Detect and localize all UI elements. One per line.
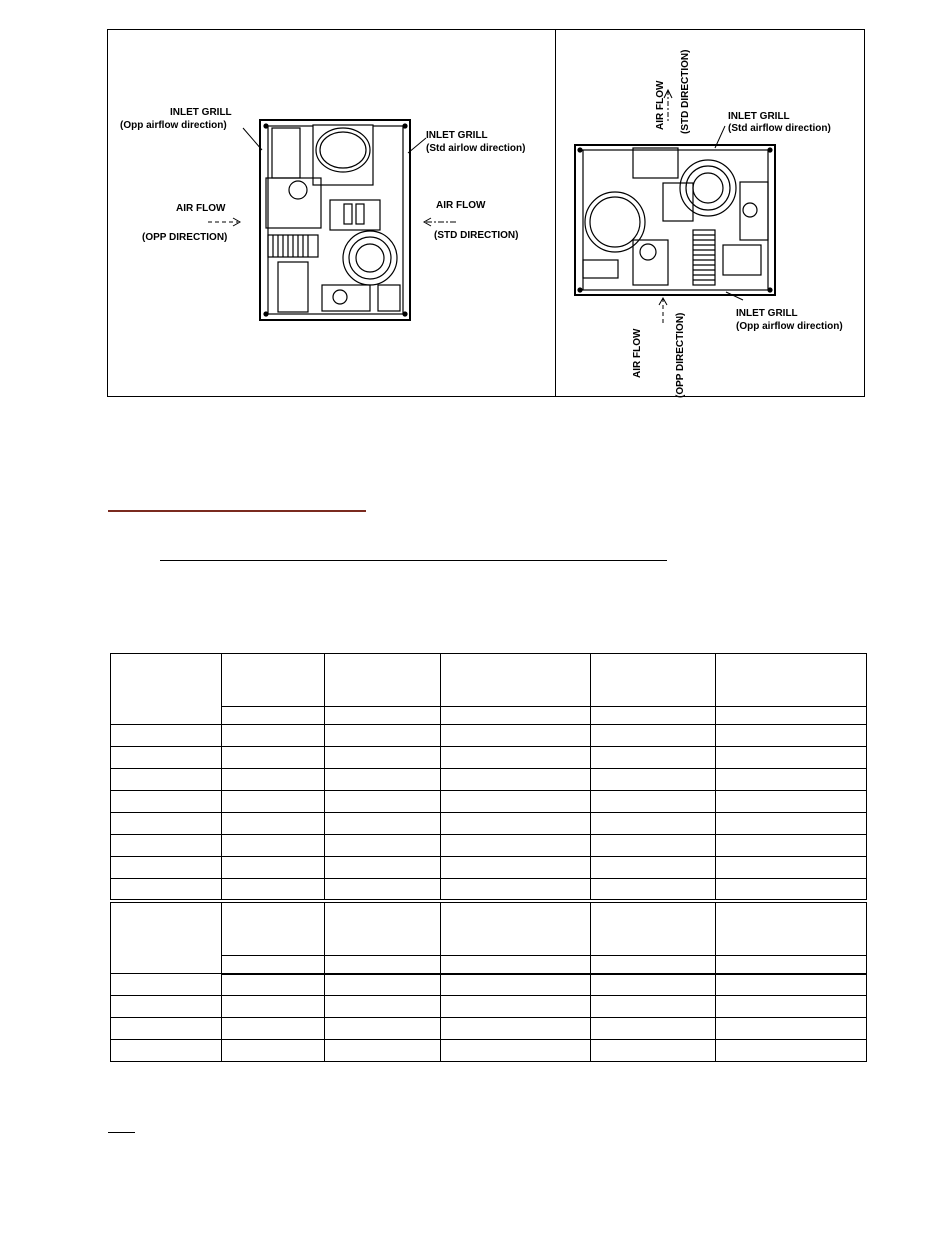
table-header-cell [716, 901, 867, 956]
table-row [111, 725, 867, 747]
table-cell [222, 956, 325, 974]
left-inlet-grill-std: INLET GRILL [426, 130, 488, 141]
table-cell [591, 707, 716, 725]
table-cell [222, 707, 325, 725]
table-cell [716, 707, 867, 725]
left-air-flow-std: AIR FLOW [436, 200, 486, 211]
table-header-cell [441, 901, 591, 956]
left-opp-direction: (OPP DIRECTION) [142, 232, 228, 243]
table-header-row-2 [111, 901, 867, 956]
right-air-flow-top: AIR FLOW [655, 80, 666, 130]
table-row [111, 857, 867, 879]
airflow-figure [107, 29, 865, 397]
table-subheader-row-2 [111, 956, 867, 974]
table-row [111, 747, 867, 769]
left-inlet-grill-opp: INLET GRILL [170, 107, 232, 118]
table-header-cell [222, 654, 325, 707]
spec-table [110, 653, 867, 1062]
right-unit-drawing [575, 145, 775, 295]
table-header-cell [441, 654, 591, 707]
table-row [111, 835, 867, 857]
table-row [111, 791, 867, 813]
right-inlet-grill-std: INLET GRILL [728, 111, 790, 122]
table-row [111, 813, 867, 835]
table-header-row [111, 654, 867, 707]
table-header-cell [222, 901, 325, 956]
left-air-flow-opp: AIR FLOW [176, 203, 226, 214]
table-cell [591, 956, 716, 974]
subheading-underline [160, 560, 667, 561]
table-row [111, 996, 867, 1018]
table-cell [441, 707, 591, 725]
left-inlet-grill-std-sub: (Std airlow direction) [426, 143, 526, 154]
table-header-cell [111, 654, 222, 725]
table-header-cell [591, 901, 716, 956]
right-inlet-grill-opp: INLET GRILL [736, 308, 798, 319]
right-inlet-grill-std-sub: (Std airflow direction) [728, 123, 831, 134]
right-std-direction: (STD DIRECTION) [680, 49, 691, 134]
left-std-direction: (STD DIRECTION) [434, 230, 519, 241]
airflow-diagrams [108, 30, 866, 398]
table-cell [716, 956, 867, 974]
left-unit-drawing [260, 120, 410, 320]
table-header-cell [591, 654, 716, 707]
table-row [111, 974, 867, 996]
table-cell [325, 707, 441, 725]
table-row [111, 1018, 867, 1040]
table-header-cell [325, 654, 441, 707]
table-subheader-row [111, 707, 867, 725]
section-heading-underline [108, 510, 366, 512]
table-cell [325, 956, 441, 974]
right-inlet-grill-opp-sub: (Opp airflow direction) [736, 321, 843, 332]
right-opp-direction: (OPP DIRECTION) [675, 312, 686, 398]
right-air-flow-bottom: AIR FLOW [632, 328, 643, 378]
table-header-cell [111, 901, 222, 974]
left-inlet-grill-opp-sub: (Opp airflow direction) [120, 120, 227, 131]
table-header-cell [325, 901, 441, 956]
table-cell [441, 956, 591, 974]
figure-divider [555, 30, 556, 396]
table-row [111, 1040, 867, 1062]
note-label-underline [108, 1132, 135, 1133]
table-header-cell [716, 654, 867, 707]
table-row [111, 879, 867, 901]
table-row [111, 769, 867, 791]
